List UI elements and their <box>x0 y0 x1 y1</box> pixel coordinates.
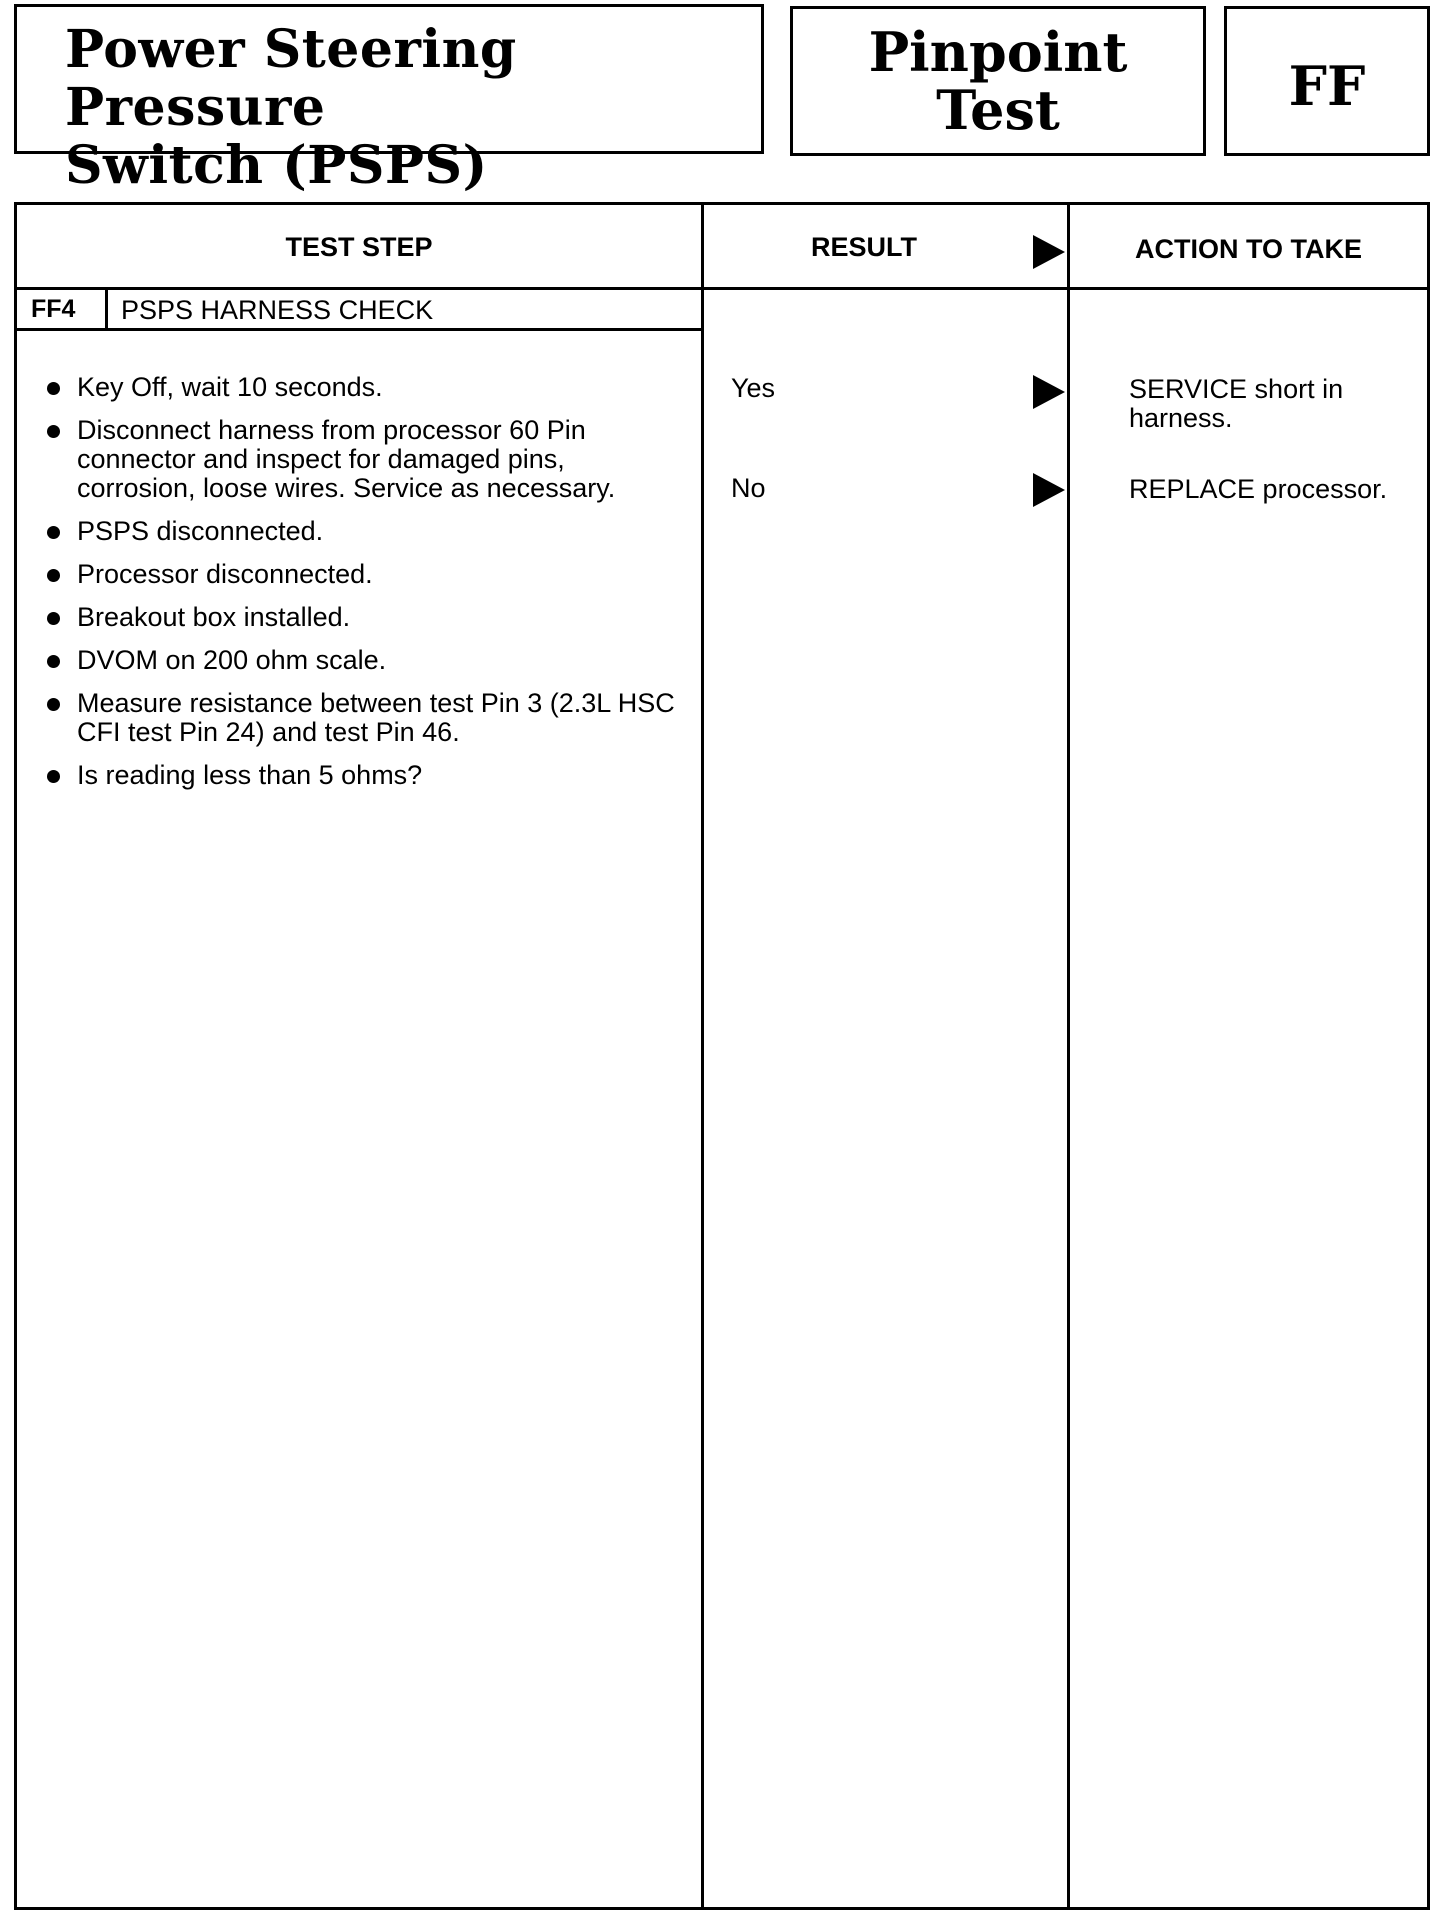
bullet-icon <box>47 569 60 582</box>
action-yes: SERVICE short in harness. <box>1129 374 1344 433</box>
bullet-icon <box>47 425 60 438</box>
step-title: PSPS HARNESS CHECK <box>121 295 434 325</box>
list-item: Key Off, wait 10 seconds. <box>43 373 683 402</box>
test-type-line-2: Test <box>936 78 1060 142</box>
list-item: PSPS disconnected. <box>43 517 683 546</box>
bullet-icon <box>47 698 60 711</box>
step-header <box>17 289 701 331</box>
result-arrow-icon <box>1033 235 1065 269</box>
step-bullet-list <box>43 373 683 804</box>
col-action: ACTION TO TAKE <box>1135 234 1362 264</box>
step-id: FF4 <box>31 295 76 323</box>
col-result: RESULT <box>811 232 917 262</box>
list-item: Breakout box installed. <box>43 603 683 632</box>
list-item: DVOM on 200 ohm scale. <box>43 646 683 675</box>
bullet-icon <box>47 612 60 625</box>
test-code-box <box>1224 6 1430 156</box>
bullet-icon <box>47 526 60 539</box>
title-box <box>14 4 764 196</box>
bullet-icon <box>47 382 60 395</box>
result-yes: Yes <box>731 373 776 403</box>
result-yes-arrow-icon <box>1033 375 1065 409</box>
test-code: FF <box>1288 54 1366 118</box>
list-item: Measure resistance between test Pin 3 (2.3L HSC CFI test Pin 24) and test Pin 46. <box>43 689 683 747</box>
list-item: Processor disconnected. <box>43 560 683 589</box>
bullet-icon <box>47 770 60 783</box>
divider-result-action <box>1067 205 1070 1907</box>
test-type-box <box>790 6 1206 156</box>
list-item: Disconnect harness from processor 60 Pin connector and inspect for damaged pins, corrosion, loose wires. Service as necessary. <box>43 416 683 503</box>
test-table <box>14 202 1430 1910</box>
col-test-step: TEST STEP <box>285 232 433 262</box>
test-type-line-1: Pinpoint <box>868 20 1128 84</box>
step-separator <box>105 289 108 329</box>
bullet-icon <box>47 655 60 668</box>
list-item: Is reading less than 5 ohms? <box>43 761 683 790</box>
result-no-arrow-icon <box>1033 473 1065 507</box>
result-no: No <box>731 473 766 503</box>
title-line-2: Switch (PSPS) <box>65 135 488 196</box>
divider-step-result <box>701 205 704 1907</box>
title-line-1: Power Steering Pressure <box>65 19 517 138</box>
action-no: REPLACE processor. <box>1129 474 1388 504</box>
page-title <box>65 21 761 195</box>
